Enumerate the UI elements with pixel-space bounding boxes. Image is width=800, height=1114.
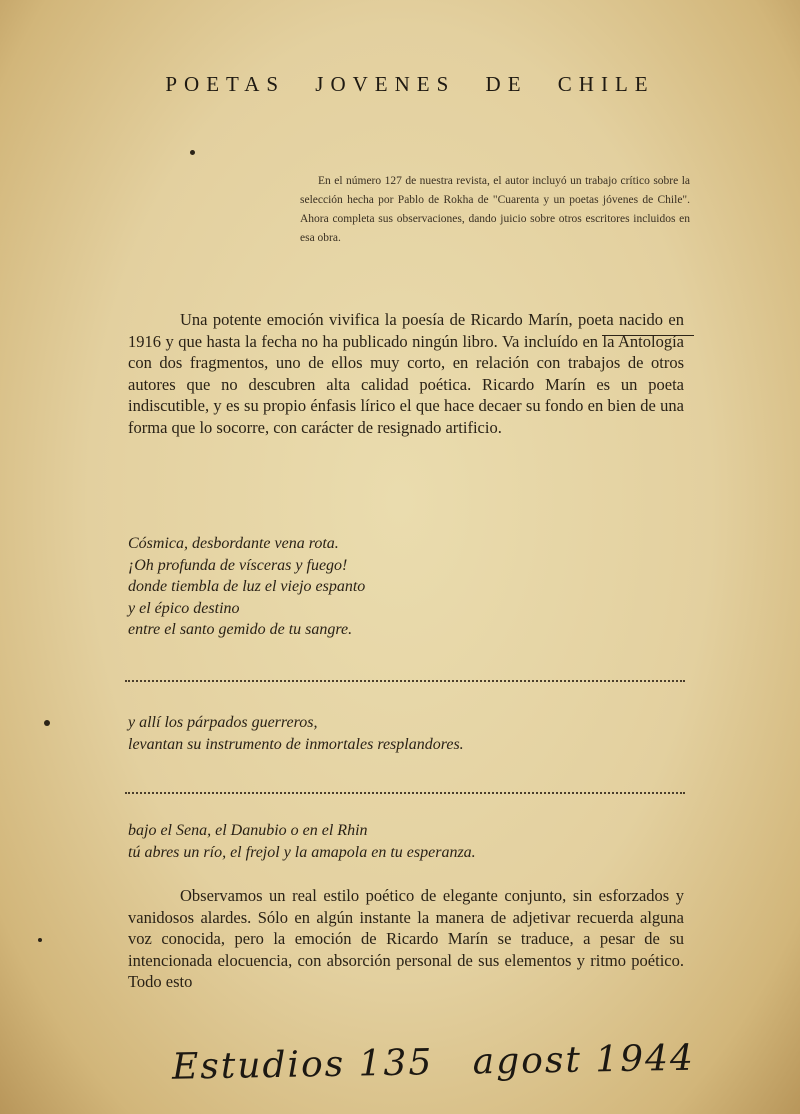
- verse-line: y allí los párpados guerreros,: [128, 714, 318, 731]
- verse-line: entre el santo gemido de tu sangre.: [128, 621, 353, 638]
- body-paragraph-1: Una potente emoción vivifica la poesía de Ricardo Marín, poeta nacido en 1916 y que hasta la fecha no ha publicado ningún libro. Va incluído en la Antología con dos fragmentos, uno de ellos muy corto, en relación con trabajos de otros autores que no descubren alta calidad poética. Ricardo Marín es un poeta indiscutible, y es su propio énfasis lírico el que hace decaer su fondo en bien de una forma que lo socorre, con carácter de resignado artificio.: [128, 310, 684, 437]
- ink-speck: [44, 720, 50, 726]
- handwritten-annotation: [172, 1037, 722, 1088]
- verse-line: donde tiembla de luz el viejo espanto: [128, 578, 366, 595]
- ink-speck: [38, 938, 42, 942]
- page-title: POETAS JOVENES DE CHILE: [165, 72, 655, 96]
- verse-line: levantan su instrumento de inmortales resplandores.: [128, 735, 464, 753]
- verse-line: tú abres un río, el frejol y la amapola en tu esperanza.: [128, 843, 476, 861]
- verse-stanza-1: [128, 533, 688, 641]
- handwritten-source: Estudios 135: [171, 1042, 434, 1088]
- ink-speck: [190, 150, 195, 155]
- ellipsis-divider: [125, 792, 685, 794]
- ellipsis-divider: [125, 680, 685, 682]
- handwritten-date: agost 1944: [472, 1037, 696, 1083]
- verse-line: Cósmica, desbordante vena rota.: [128, 535, 339, 552]
- verse-line: y el épico destino: [128, 599, 240, 617]
- verse-line: bajo el Sena, el Danubio o en el Rhin: [128, 822, 368, 839]
- verse-line: ¡Oh profunda de vísceras y fuego!: [128, 556, 348, 574]
- verse-stanza-2: [128, 712, 688, 755]
- verse-stanza-3: [128, 820, 688, 863]
- body-paragraph-2: Observamos un real estilo poético de elegante conjunto, sin esforzados y vanidosos alardes. Sólo en algún instante la manera de adjetivar recuerda alguna voz conocida, pero la emoción de Ricardo Marín se traduce, a pesar de su intencionada elocuencia, con absorción personal de sus elementos y ritmo poético. Todo esto: [128, 886, 684, 991]
- editor-note: En el número 127 de nuestra revista, el autor incluyó un trabajo crítico sobre la selección hecha por Pablo de Rokha de "Cuarenta y un poetas jóvenes de Chile". Ahora completa sus observaciones, dando juicio sobre otros escritores incluidos en esa obra.: [300, 175, 690, 244]
